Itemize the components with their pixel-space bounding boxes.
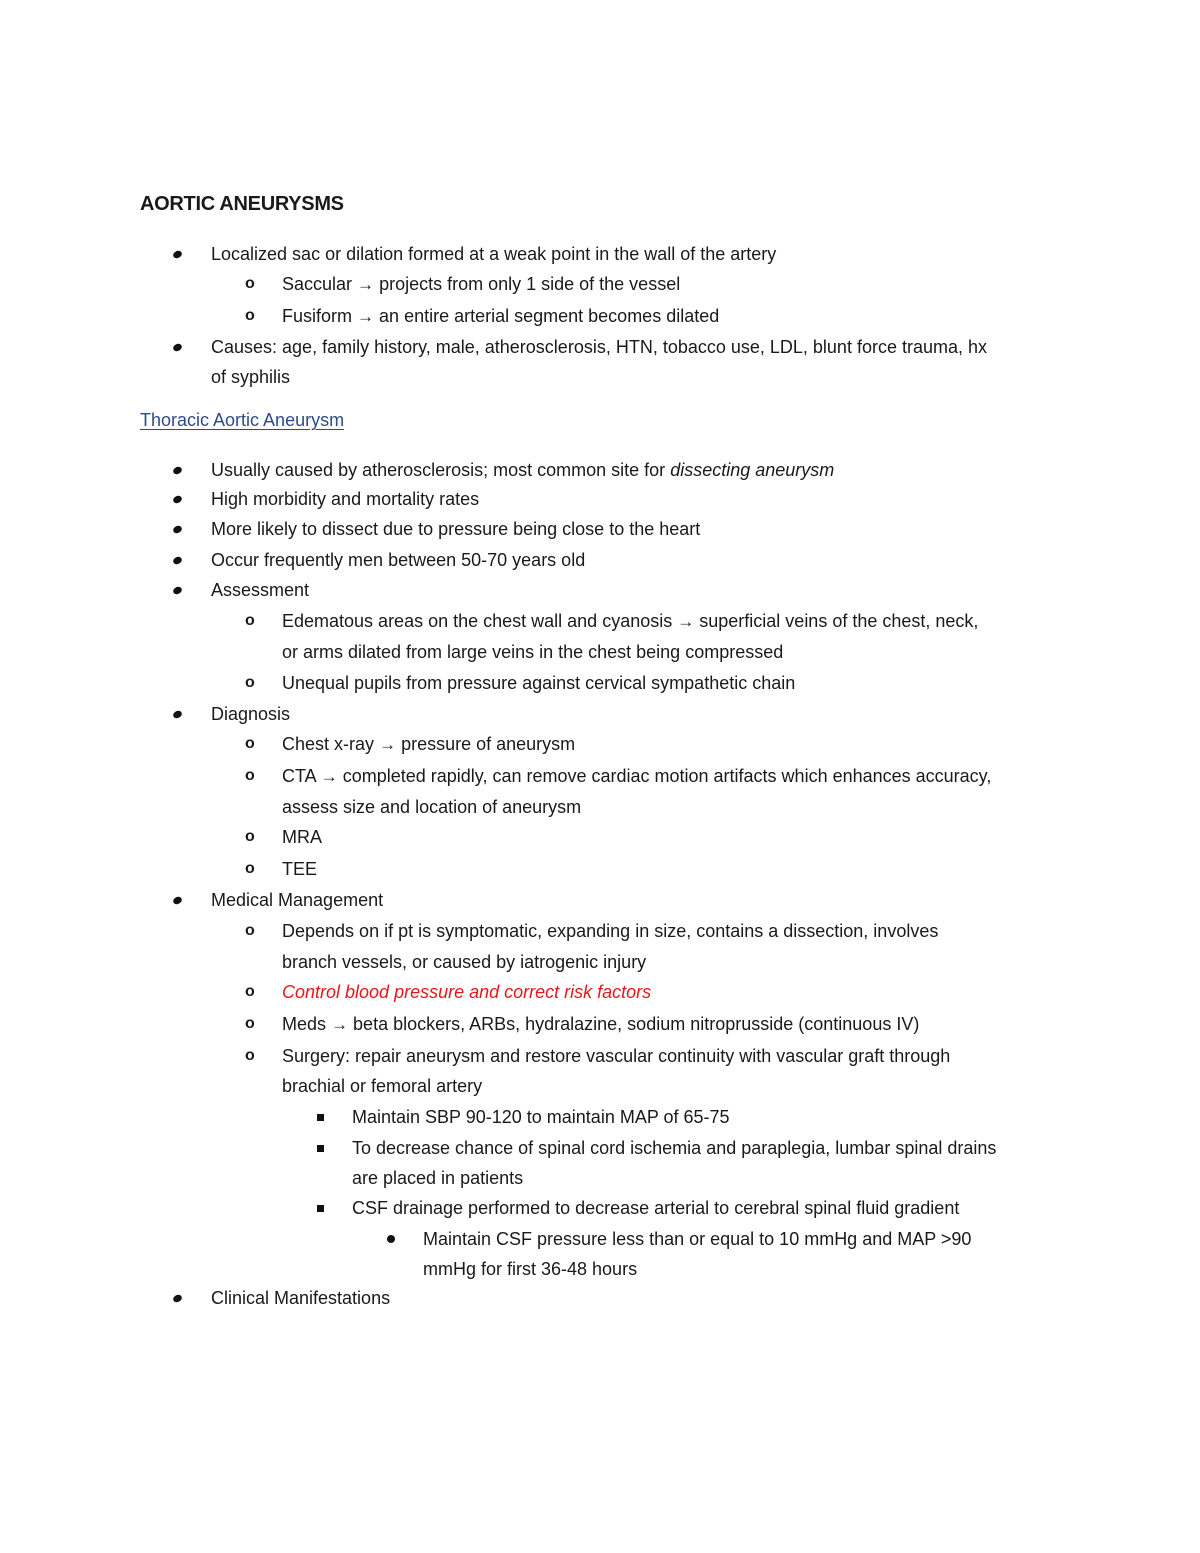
sub-bullet-text-continuation: brachial or femoral artery: [282, 1076, 483, 1096]
tertiary-bullet-text: CSF drainage performed to decrease arterial to cerebral spinal fluid gradient: [352, 1198, 960, 1218]
sub-bullet-text: Surgery: repair aneurysm and restore vascular continuity with vascular graft through: [282, 1046, 951, 1066]
bullet-text: More likely to dissect due to pressure being close to the heart: [211, 519, 701, 539]
bullet-icon: [173, 549, 182, 571]
sub-bullet-text: Chest x-ray → pressure of aneurysm: [282, 734, 576, 754]
bullet-text: Assessment: [211, 580, 310, 600]
sub-bullet-text: CTA → completed rapidly, can remove cardiac motion artifacts which enhances accuracy,: [282, 766, 992, 786]
quaternary-bullet-text-continuation: mmHg for first 36-48 hours: [423, 1259, 638, 1279]
sub-bullet-icon: o: [245, 1015, 255, 1032]
sub-bullet-icon: o: [245, 612, 255, 629]
bullet-text: Medical Management: [211, 890, 384, 910]
sub-bullet-text: Meds → beta blockers, ARBs, hydralazine, sodium nitroprusside (continuous IV): [282, 1014, 920, 1034]
bullet-text: Localized sac or dilation formed at a weak point in the wall of the artery: [211, 244, 777, 264]
bullet-icon: [173, 1287, 182, 1309]
sub-bullet-icon: o: [245, 674, 255, 691]
bullet-icon: [173, 459, 182, 481]
bullet-text-continuation: of syphilis: [211, 367, 291, 387]
sub-bullet-text: Unequal pupils from pressure against cervical sympathetic chain: [282, 673, 796, 693]
sub-bullet-icon: o: [245, 735, 255, 752]
bullet-icon: [173, 336, 182, 358]
sub-bullet-text: MRA: [282, 827, 322, 847]
bullet-icon: [173, 488, 182, 510]
bullet-text: Usually caused by atherosclerosis; most common site for dissecting aneurysm: [211, 460, 835, 480]
arrow-icon: →: [320, 767, 338, 786]
sub-bullet-icon: o: [245, 767, 255, 784]
sub-bullet-icon: o: [245, 922, 255, 939]
bullet-text: Clinical Manifestations: [211, 1288, 391, 1308]
arrow-icon: →: [357, 307, 375, 326]
sub-bullet-icon: o: [245, 983, 255, 1000]
sub-bullet-icon: o: [245, 860, 255, 877]
square-bullet-icon: [317, 1137, 324, 1159]
bullet-text: Causes: age, family history, male, atherosclerosis, HTN, tobacco use, LDL, blunt force trauma, hx: [211, 337, 987, 357]
emphasis-text: Control blood pressure and correct risk factors: [282, 982, 652, 1002]
page-title: AORTIC ANEURYSMS: [140, 193, 344, 215]
sub-bullet-text: Depends on if pt is symptomatic, expanding in size, contains a dissection, involves: [282, 921, 939, 941]
bullet-text: Diagnosis: [211, 704, 291, 724]
sub-bullet-text: Fusiform → an entire arterial segment becomes dilated: [282, 306, 720, 326]
bullet-icon: [173, 889, 182, 911]
round-bullet-icon: [387, 1228, 395, 1250]
sub-bullet-text: Edematous areas on the chest wall and cyanosis → superficial veins of the chest, neck,: [282, 611, 979, 631]
sub-bullet-text: Saccular → projects from only 1 side of the vessel: [282, 274, 681, 294]
sub-bullet-text-continuation: assess size and location of aneurysm: [282, 797, 582, 817]
bullet-icon: [173, 518, 182, 540]
sub-bullet-text-continuation: or arms dilated from large veins in the chest being compressed: [282, 642, 784, 662]
sub-bullet-icon: o: [245, 307, 255, 324]
tertiary-bullet-text: To decrease chance of spinal cord ischemia and paraplegia, lumbar spinal drains: [352, 1138, 997, 1158]
tertiary-bullet-text: Maintain SBP 90-120 to maintain MAP of 65-75: [352, 1107, 730, 1127]
sub-bullet-text: TEE: [282, 859, 318, 879]
bullet-icon: [173, 703, 182, 725]
arrow-icon: →: [677, 612, 695, 631]
arrow-icon: →: [379, 735, 397, 754]
sub-bullet-icon: o: [245, 1047, 255, 1064]
bullet-icon: [173, 243, 182, 265]
sub-bullet-text-continuation: branch vessels, or caused by iatrogenic injury: [282, 952, 647, 972]
sub-bullet-icon: o: [245, 275, 255, 292]
bullet-text: High morbidity and mortality rates: [211, 489, 480, 509]
arrow-icon: →: [357, 275, 375, 294]
square-bullet-icon: [317, 1106, 324, 1128]
section-heading-link[interactable]: Thoracic Aortic Aneurysm: [140, 410, 345, 430]
sub-bullet-icon: o: [245, 828, 255, 845]
bullet-icon: [173, 579, 182, 601]
arrow-icon: →: [331, 1015, 349, 1034]
quaternary-bullet-text: Maintain CSF pressure less than or equal to 10 mmHg and MAP >90: [423, 1229, 972, 1249]
bullet-text: Occur frequently men between 50-70 years old: [211, 550, 586, 570]
square-bullet-icon: [317, 1197, 324, 1219]
tertiary-bullet-text-continuation: are placed in patients: [352, 1168, 524, 1188]
